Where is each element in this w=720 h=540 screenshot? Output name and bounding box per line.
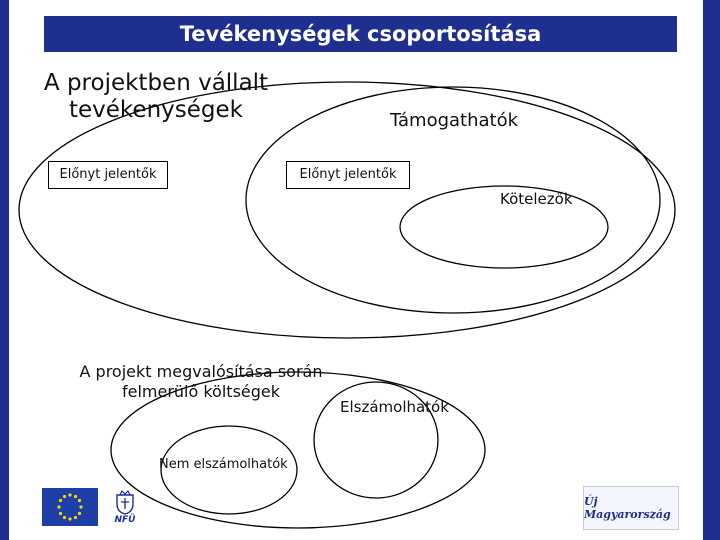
uj-magyarorszag-logo: [583, 486, 679, 530]
eu-stars-icon: [42, 488, 98, 526]
hungarian-crest-icon: [115, 489, 135, 515]
support-set-label: Támogathatók: [390, 110, 519, 131]
advantage-box-left: Előnyt jelentők: [48, 161, 168, 189]
nfu-logo: [110, 486, 140, 528]
slide-title: Tevékenységek csoportosítása: [179, 22, 542, 46]
mandatory-set-label: Kötelezők: [500, 190, 573, 208]
costs-set-label: A projekt megvalósítása során felmerülő költségek: [79, 362, 323, 401]
outer-set-label: A projektben vállalt tevékenységek: [43, 70, 269, 123]
eligible-set-label: Elszámolhatók: [340, 398, 449, 416]
advantage-box-mid: Előnyt jelentők: [286, 161, 410, 189]
nfu-label: NFÜ: [114, 515, 136, 525]
uj-magyarorszag-label: Új Magyarország: [584, 495, 671, 521]
noneligible-set-label: Nem elszámolhatók: [159, 457, 288, 472]
eu-flag-icon: [42, 488, 98, 526]
